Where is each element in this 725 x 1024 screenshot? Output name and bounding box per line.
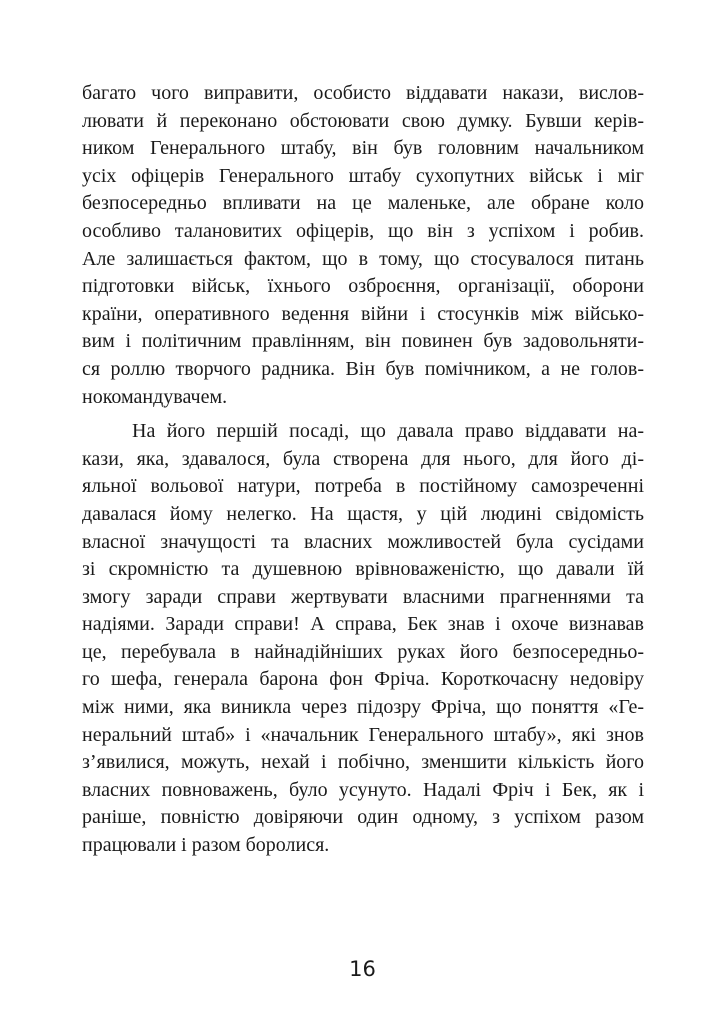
paragraph-2-line: власних повноважень, було усунуто. Надалі Фріч і Бек, як і bbox=[82, 778, 644, 801]
paragraph-2-line: го шефа, генерала барона фон Фріча. Короткочасну недовіру bbox=[82, 668, 644, 691]
paragraph-2-line: кази, яка, здавалося, була створена для нього, для його ді- bbox=[82, 447, 644, 470]
paragraph-2-line: працювали і разом боролися. bbox=[82, 834, 330, 857]
paragraph-1-line: вим і політичним правлінням, він повинен був задовольняти- bbox=[82, 330, 644, 353]
paragraph-2-line: власної значущості та власних можливостей була сусідами bbox=[82, 530, 644, 553]
paragraph-2-line: яльної вольової натури, потреба в постійному самозреченні bbox=[82, 475, 644, 498]
paragraph-2-line: зі скромністю та душевною врівноваженістю, що давали їй bbox=[82, 558, 644, 581]
paragraph-2-line: змогу заради справи жертвувати власними прагненнями та bbox=[82, 585, 644, 608]
paragraph-2-line: з’явилися, можуть, нехай і побічно, зменшити кількість його bbox=[82, 751, 644, 774]
paragraph-2-line: між ними, яка виникла через підозру Фріча, що поняття «Ге- bbox=[82, 696, 644, 719]
paragraph-1-line: багато чого виправити, особисто віддавати накази, вислов- bbox=[82, 82, 644, 104]
paragraph-2-line: давалася йому нелегко. На щастя, у цій людині свідомість bbox=[82, 502, 644, 525]
paragraph-1-line: ником Генерального штабу, він був головним начальником bbox=[82, 137, 644, 160]
paragraph-1-line: підготовки військ, їхнього озброєння, організації, оборони bbox=[82, 275, 644, 298]
paragraph-2-line: надіями. Заради справи! А справа, Бек знав і охоче визнавав bbox=[82, 613, 644, 636]
paragraph-gap bbox=[82, 411, 644, 418]
paragraph-1-line: ся роллю творчого радника. Він був помічником, а не голов- bbox=[82, 357, 644, 380]
paragraph-2-line: раніше, повністю довіряючи один одному, з успіхом разом bbox=[82, 806, 644, 829]
paragraph-1-line: безпосередньо впливати на це маленьке, але обране коло bbox=[82, 192, 644, 215]
body-text bbox=[82, 80, 644, 860]
page-number: 16 bbox=[349, 957, 376, 981]
paragraph-1-line: нокомандувачем. bbox=[82, 385, 228, 408]
paragraph-1-line: лювати й переконано обстоювати свою думку. Бувши керів- bbox=[82, 109, 644, 132]
paragraph-1-line: особливо талановитих офіцерів, що він з успіхом і робив. bbox=[82, 219, 644, 242]
paragraph-2-line: На його першій посаді, що давала право віддавати на- bbox=[132, 420, 644, 443]
paragraph-2-line: неральний штаб» і «начальник Генерального штабу», які знов bbox=[82, 723, 644, 746]
paragraph-1-line: усіх офіцерів Генерального штабу сухопутних військ і міг bbox=[82, 164, 644, 187]
paragraph-1-line: країни, оперативного ведення війни і стосунків між військо- bbox=[82, 302, 644, 325]
paragraph-2-line: це, перебувала в найнадійніших руках його безпосередньо- bbox=[82, 640, 644, 663]
paragraph-1-line: Але залишається фактом, що в тому, що стосувалося питань bbox=[82, 247, 644, 270]
